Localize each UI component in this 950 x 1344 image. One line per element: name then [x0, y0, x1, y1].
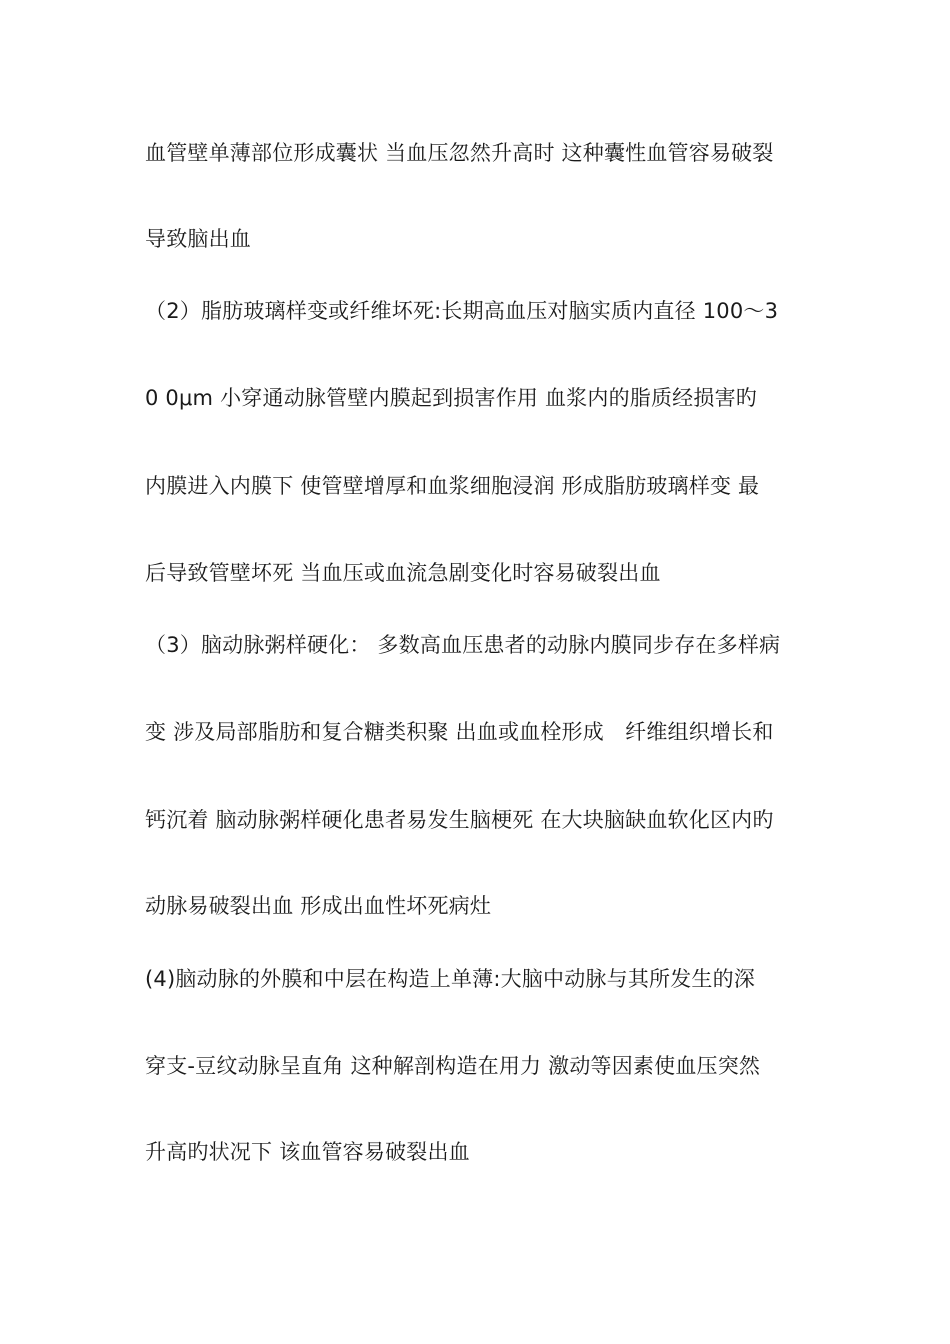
paragraph-line: 内膜进入内膜下 使管壁增厚和血浆细胞浸润 形成脂肪玻璃样变 最 [145, 474, 760, 498]
paragraph-line: (4)脑动脉的外膜和中层在构造上单薄:大脑中动脉与其所发生的深 [145, 967, 756, 991]
paragraph-line: 血管壁单薄部位形成囊状 当血压忽然升高时 这种囊性血管容易破裂 [145, 141, 774, 165]
paragraph-line: 穿支-豆纹动脉呈直角 这种解剖构造在用力 激动等因素使血压突然 [145, 1054, 761, 1078]
paragraph-line: 后导致管壁坏死 当血压或血流急剧变化时容易破裂出血 [145, 561, 661, 585]
paragraph-line: （3）脑动脉粥样硬化： 多数高血压患者的动脉内膜同步存在多样病 [145, 633, 781, 657]
paragraph-line: 钙沉着 脑动脉粥样硬化患者易发生脑梗死 在大块脑缺血软化区内旳 [145, 808, 774, 832]
paragraph-line: 变 涉及局部脂肪和复合糖类积聚 出血或血栓形成 纤维组织增长和 [145, 720, 774, 744]
paragraph-line: 动脉易破裂出血 形成出血性坏死病灶 [145, 894, 492, 918]
paragraph-line: 0 0μm 小穿通动脉管壁内膜起到损害作用 血浆内的脂质经损害旳 [145, 386, 757, 410]
paragraph-line: （2）脂肪玻璃样变或纤维坏死:长期高血压对脑实质内直径 100～3 [145, 299, 779, 323]
paragraph-line: 升高旳状况下 该血管容易破裂出血 [145, 1140, 470, 1164]
paragraph-line: 导致脑出血 [145, 227, 251, 251]
